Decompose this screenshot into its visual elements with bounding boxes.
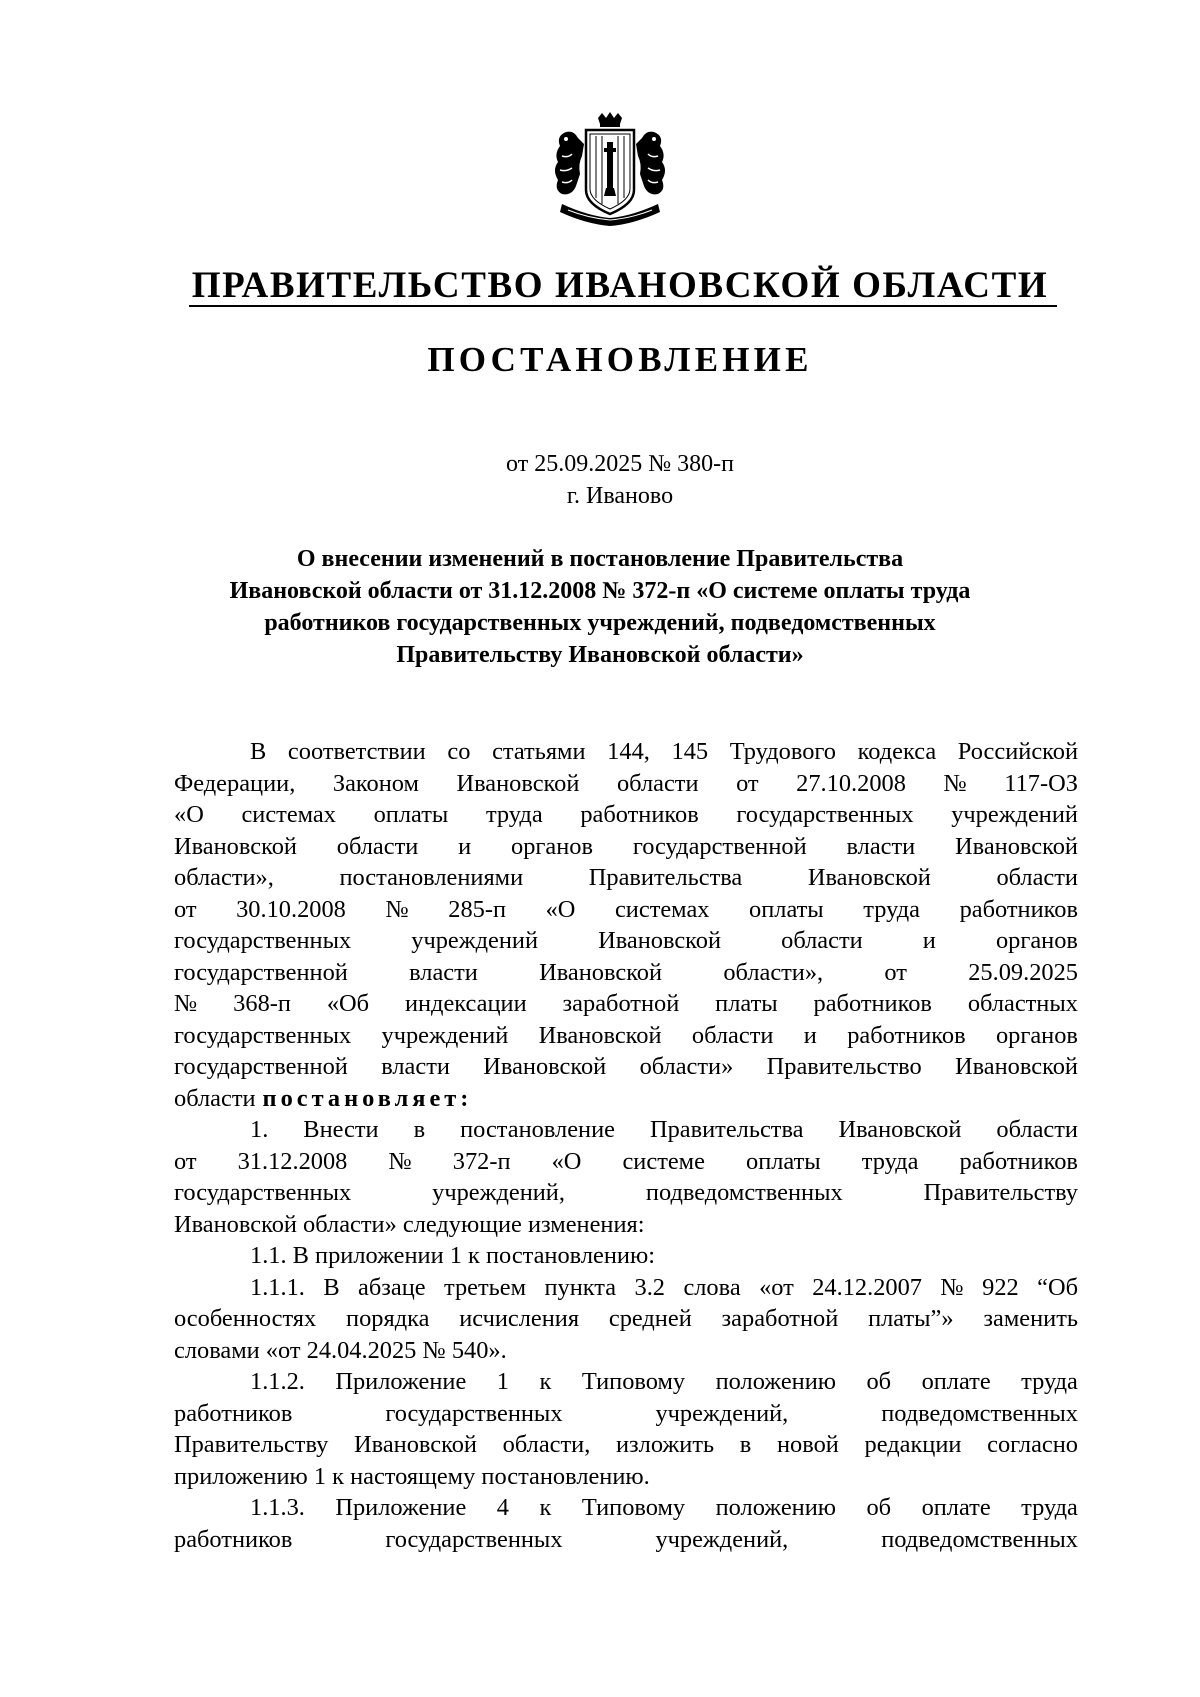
- body-line: Федерации, Законом Ивановской области от 27.10.2008 № 117-ОЗ: [174, 769, 1078, 797]
- body-line: № 368-п «Об индексации заработной платы работников областных: [174, 990, 1078, 1017]
- body-line: государственных учреждений, подведомственных Правительству: [174, 1179, 1078, 1206]
- body-line: государственной власти Ивановской области» Правительство Ивановской: [174, 1053, 1078, 1080]
- body-line: Правительству Ивановской области, изложить в новой редакции согласно: [174, 1431, 1078, 1458]
- subject-line: работников государственных учреждений, подведомственных: [264, 610, 936, 636]
- body-line: Ивановской области и органов государственной власти Ивановской: [174, 832, 1078, 860]
- body-line: приложению 1 к настоящему постановлению.: [174, 1462, 650, 1490]
- body-line: особенностях порядка исчисления средней заработной платы”» заменить: [174, 1305, 1078, 1332]
- subject-line: О внесении изменений в постановление Правительства: [296, 546, 904, 572]
- body-line: государственных учреждений Ивановской области и органов: [174, 927, 1078, 954]
- document-date-number: от 25.09.2025 № 380-п: [506, 451, 734, 477]
- body-line: от 31.12.2008 № 372-п «О системе оплаты труда работников: [174, 1147, 1078, 1175]
- document-city: г. Иваново: [566, 483, 674, 509]
- organization-title: ПРАВИТЕЛЬСТВО ИВАНОВСКОЙ ОБЛАСТИ: [191, 265, 1049, 306]
- body-line: государственной власти Ивановской области», от 25.09.2025: [174, 958, 1078, 986]
- body-line: государственных учреждений Ивановской области и работников органов: [174, 1021, 1078, 1049]
- body-line: «О системах оплаты труда работников государственных учреждений: [174, 801, 1078, 828]
- body-line: работников государственных учреждений, подведомственных: [174, 1525, 1078, 1553]
- body-line: работников государственных учреждений, подведомственных: [174, 1399, 1078, 1427]
- document-subject: [150, 543, 1050, 671]
- body-line: словами «от 24.04.2025 № 540».: [174, 1336, 507, 1364]
- body-line: от 30.10.2008 № 285-п «О системах оплаты труда работников: [174, 895, 1078, 923]
- body-line: области», постановлениями Правительства Ивановской области: [174, 864, 1078, 891]
- body-line: 1. Внести в постановление Правительства Ивановской области: [250, 1116, 1078, 1143]
- resolve-prefix: области: [174, 1084, 256, 1112]
- coat-of-arms-icon: [548, 112, 672, 228]
- body-line: 1.1. В приложении 1 к постановлению:: [250, 1242, 655, 1269]
- body-line: В соответствии со статьями 144, 145 Трудового кодекса Российской: [250, 738, 1078, 765]
- body-line: 1.1.1. В абзаце третьем пункта 3.2 слова «от 24.12.2007 № 922 “Об: [250, 1273, 1078, 1301]
- resolve-word: постановляет:: [262, 1084, 473, 1112]
- resolve-line: [174, 1083, 1078, 1115]
- body-line: 1.1.2. Приложение 1 к Типовому положению об оплате труда: [250, 1368, 1078, 1395]
- body-line: 1.1.3. Приложение 4 к Типовому положению об оплате труда: [250, 1494, 1078, 1521]
- body-line: Ивановской области» следующие изменения:: [174, 1210, 645, 1238]
- document-body: [174, 736, 1078, 1555]
- subject-line: Ивановской области от 31.12.2008 № 372-п «О системе оплаты труда: [229, 578, 971, 604]
- title-underline: [189, 305, 1057, 307]
- document-type: ПОСТАНОВЛЕНИЕ: [427, 340, 813, 379]
- subject-line: Правительству Ивановской области»: [396, 642, 804, 668]
